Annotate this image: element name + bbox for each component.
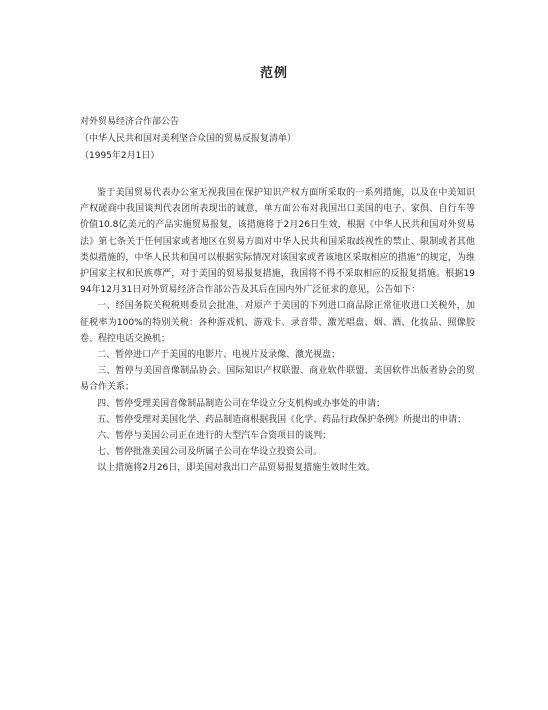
announcement-body — [80, 185, 475, 477]
date-line: （1995年2月1日） — [80, 151, 160, 161]
document-title: 范例 — [259, 66, 288, 81]
paragraph-item-7: 七、暂停批准美国公司及所属子公司在华设立投资公司。 — [97, 447, 323, 458]
paragraph-item-5: 五、暂停受理对美国化学、药品制造商根据我国《化学、药品行政保护条例》所提出的申请； — [97, 414, 467, 425]
paragraph-item-3: 三、暂停与美国音像制品协会、国际知识产权联盟、商业软件联盟、美国软件出版者协会的贸易合作关系； — [80, 366, 475, 393]
announcement-header — [80, 114, 480, 165]
subtitle-line: （中华人民共和国对美利坚合众国的贸易反报复清单） — [80, 134, 297, 144]
paragraph-closing: 以上措施将2月26日，即美国对我出口产品贸易报复措施生效时生效。 — [97, 463, 376, 474]
paragraph-item-6: 六、暂停与美国公司正在进行的大型汽车合资项目的谈判； — [97, 431, 332, 442]
paragraph-preamble: 鉴于美国贸易代表办公室无视我国在保护知识产权方面所采取的一系列措施，以及在中美知识产权磋商中我国谈判代表团所表现出的诚意，单方面公布对我国出口美国的电子、家俱、自行车等价值10.8亿美元的产品实施贸易报复，该措施将于2月26日生效，根据《中华人民共和国对外贸易法》第七条关于任何国家或者地区在贸易方面对中华人民共和国采取歧视性的禁止、限制或者其他类似措施的，中华人民共和国可以根据实际情况对该国家或者该地区采取相应的措施”的规定，为维护国家主权和民族尊严，对于美国的贸易报复措施，我国将不得不采取相应的反报复措施。根据1994年12月31日对外贸易经济合作部公告及其后在国内外广泛征求的意见，公告如下： — [80, 188, 475, 296]
paragraph-item-4: 四、暂停受理美国音像制品制造公司在华设立分支机构或办事处的申请； — [97, 398, 386, 409]
paragraph-item-1: 一、经国务院关税税则委员会批准，对原产于美国的下列进口商品除正常征收进口关税外，加征税率为100%的特别关税：各种游戏机、游戏卡、录音带、激光唱盘、烟、酒、化妆品、照像胶卷、程控电话交换机； — [80, 301, 475, 344]
issuer-line: 对外贸易经济合作部公告 — [80, 117, 180, 127]
paragraph-item-2: 二、暂停进口产于美国的电影片、电视片及录像、激光视盘； — [97, 350, 341, 361]
